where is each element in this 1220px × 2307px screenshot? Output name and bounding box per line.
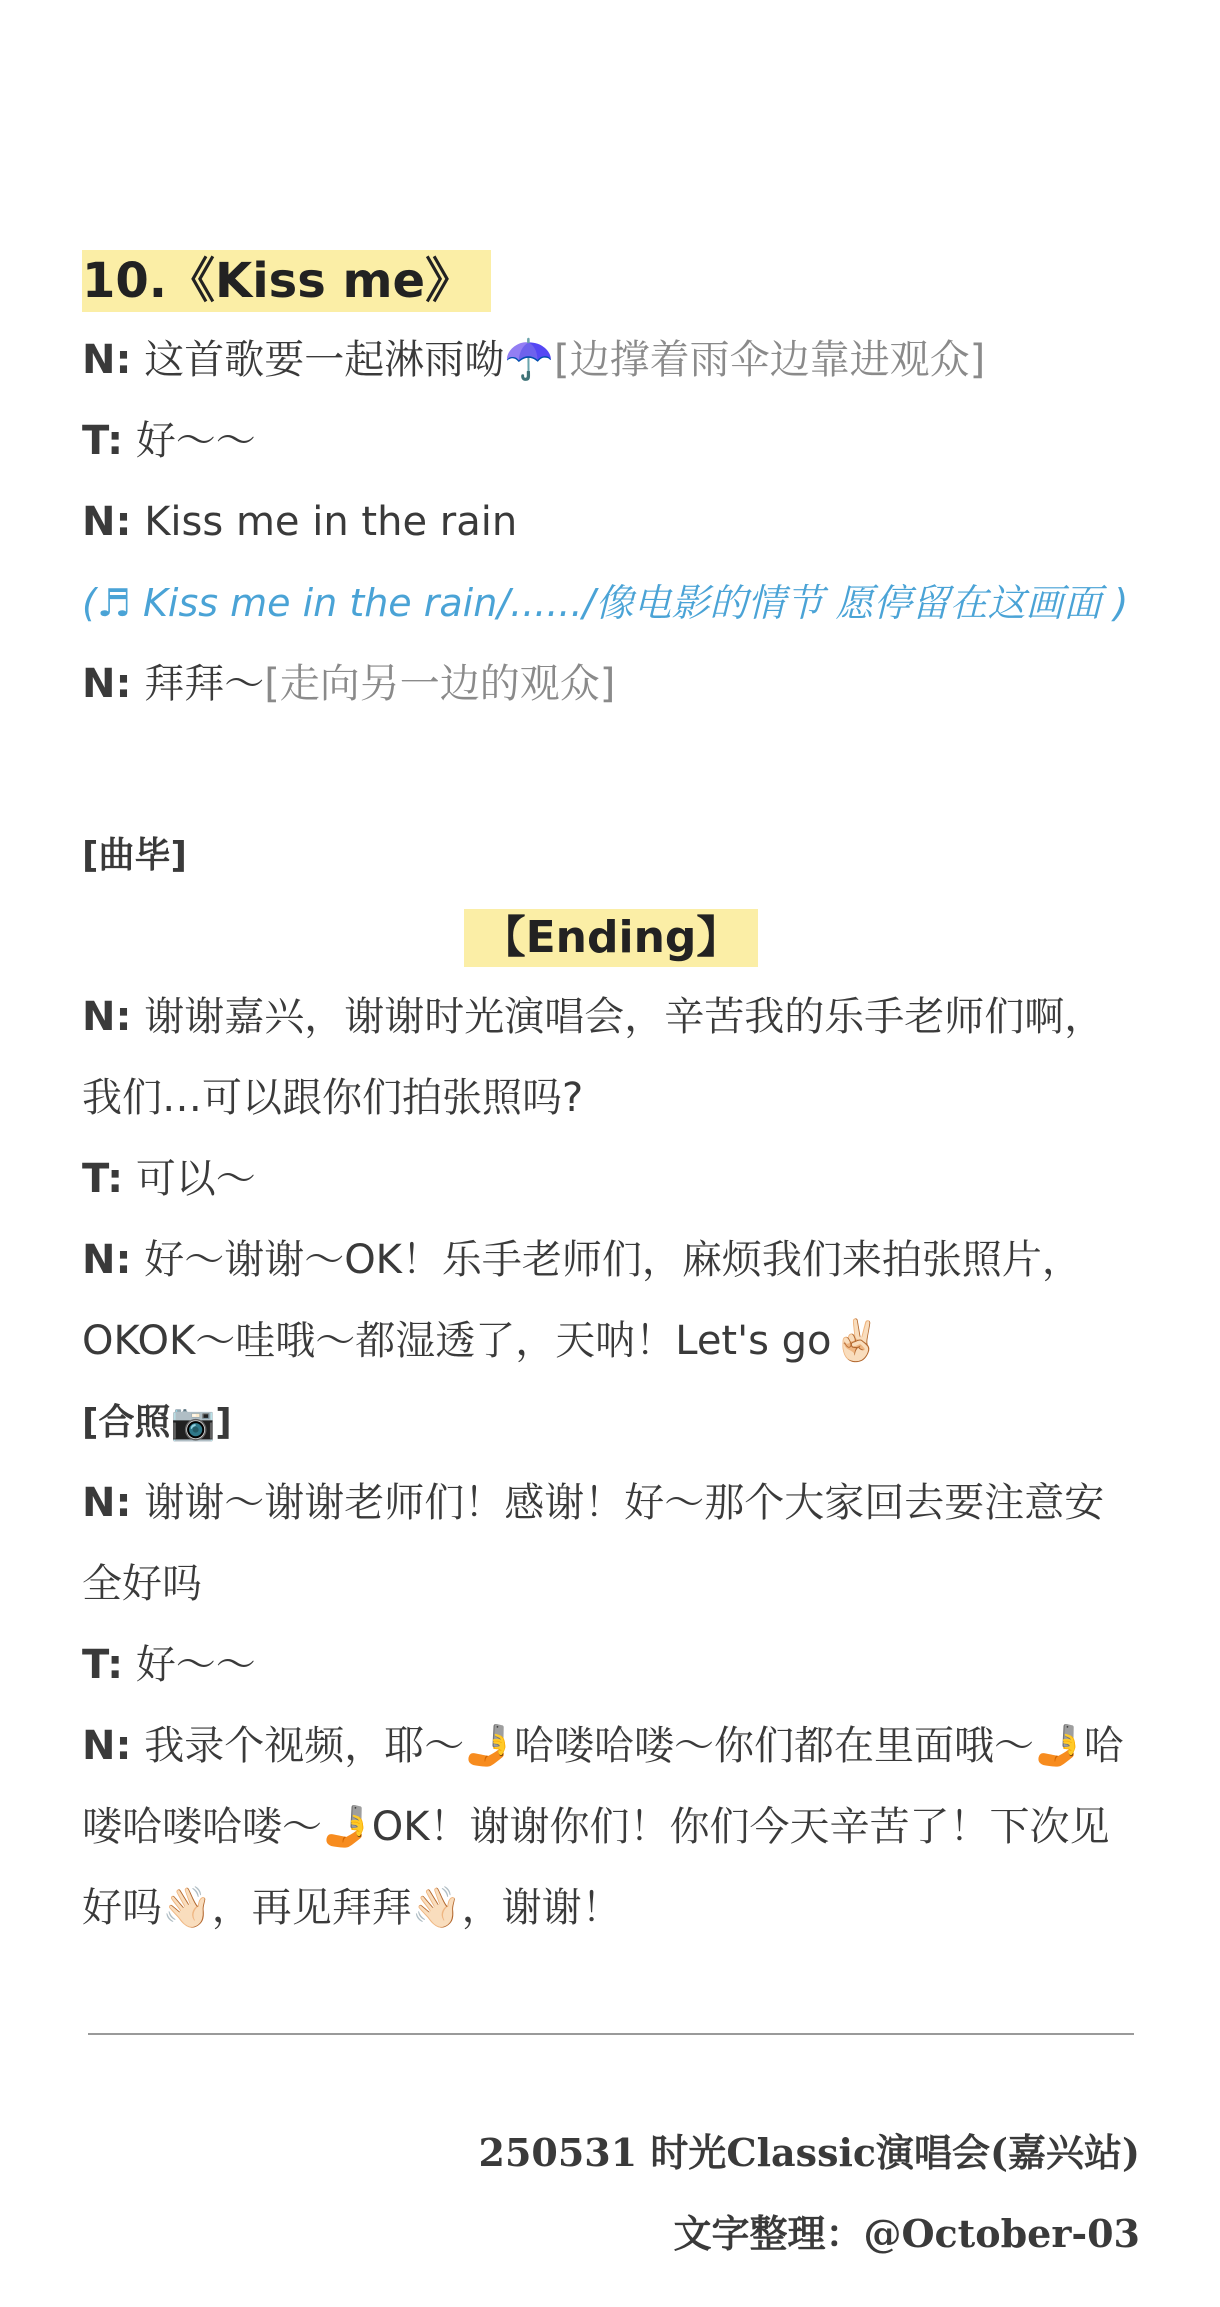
footer-credit: 文字整理：@October-03: [673, 2211, 1140, 2256]
dialogue-text: 好～～: [135, 1642, 256, 1688]
dialogue-text: Kiss me in the rain: [144, 499, 518, 545]
lyric-line: (♬ Kiss me in the rain/....../像电影的情节 愿停留在这画面 ): [82, 581, 1129, 625]
footer-event: 250531 时光Classic演唱会(嘉兴站): [478, 2130, 1140, 2175]
speaker-label: T:: [82, 1642, 124, 1688]
ending-title-row: [82, 896, 1140, 977]
transcript: [82, 250, 1140, 1949]
dialogue-line: [82, 482, 1140, 563]
dialogue-line: [82, 644, 1140, 725]
speaker-label: N:: [82, 1237, 132, 1283]
dialogue-line: [82, 1220, 1140, 1382]
speaker-label: N:: [82, 994, 132, 1040]
section-title: 10.《Kiss me》: [82, 250, 491, 312]
speaker-label: N:: [82, 661, 132, 707]
dialogue-text: 好～谢谢～OK！乐手老师们，麻烦我们来拍张照片，OKOK～哇哦～都湿透了，天呐！Let's go✌🏻: [82, 1237, 1082, 1364]
stage-note: [边撑着雨伞边靠进观众]: [554, 337, 986, 383]
spacer: [82, 725, 1140, 815]
speaker-label: T:: [82, 1156, 124, 1202]
speaker-label: N:: [82, 1723, 132, 1769]
dialogue-text: 好～～: [135, 418, 256, 464]
dialogue-line: [82, 1625, 1140, 1706]
dialogue-text: 可以～: [135, 1156, 256, 1202]
dialogue-text: 谢谢嘉兴，谢谢时光演唱会，辛苦我的乐手老师们啊，我们…可以跟你们拍张照吗?: [82, 994, 1105, 1121]
dialogue-text: 谢谢～谢谢老师们！感谢！好～那个大家回去要注意安全好吗: [82, 1480, 1105, 1607]
dialogue-text: 拜拜～: [144, 661, 265, 707]
dialogue-line: [82, 977, 1140, 1139]
speaker-label: N:: [82, 337, 132, 383]
footer-divider: [88, 2033, 1134, 2035]
dialogue-line: [82, 1139, 1140, 1220]
stage-note: [走向另一边的观众]: [264, 661, 616, 707]
speaker-label: T:: [82, 418, 124, 464]
dialogue-text: 这首歌要一起淋雨呦☂️: [144, 337, 555, 383]
stage-direction: [曲毕]: [82, 835, 187, 876]
dialogue-line: [82, 320, 1140, 401]
stage-direction: [合照📷]: [82, 1402, 232, 1443]
dialogue-line: [82, 401, 1140, 482]
dialogue-line: [82, 1463, 1140, 1625]
speaker-label: N:: [82, 1480, 132, 1526]
section-title-row: [82, 250, 1140, 320]
dialogue-line: [82, 1706, 1140, 1949]
dialogue-text: 我录个视频，耶～🤳哈喽哈喽～你们都在里面哦～🤳哈喽哈喽哈喽～🤳OK！谢谢你们！你们今天辛苦了！下次见好吗👋🏻，再见拜拜👋🏻，谢谢！: [82, 1723, 1124, 1931]
ending-title: 【Ending】: [464, 909, 759, 967]
speaker-label: N:: [82, 499, 132, 545]
